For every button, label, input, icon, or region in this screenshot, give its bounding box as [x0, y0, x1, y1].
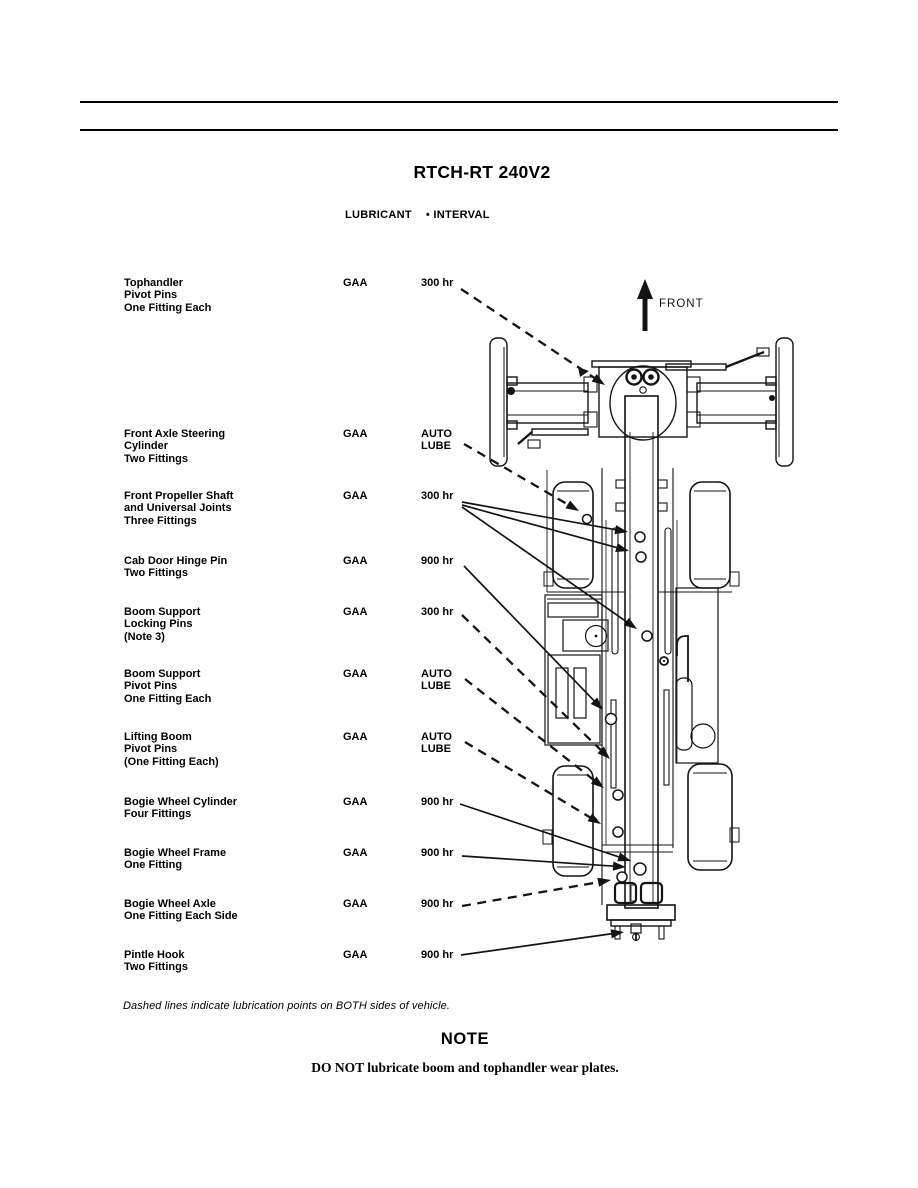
lubricant-value: GAA [343, 898, 368, 910]
interval-value: 900 hr [421, 796, 454, 808]
lubricant-value: GAA [343, 277, 368, 289]
tophandler-assembly [578, 361, 691, 440]
lubricant-value: GAA [343, 606, 368, 618]
front-direction-arrow [637, 279, 704, 331]
front-right-tire [769, 338, 793, 466]
interval-value: 900 hr [421, 898, 454, 910]
leader-lifting-boom-pivot-pins-arrowhead [587, 813, 601, 824]
lubricant-value: GAA [343, 731, 368, 743]
lubricant-value: GAA [343, 949, 368, 961]
lube-point-label: Boom Support Locking Pins (Note 3) [124, 606, 201, 643]
leader-pintle-hook [461, 933, 614, 955]
lube-point-label: Bogie Wheel Axle One Fitting Each Side [124, 898, 238, 923]
grease-fitting [606, 714, 617, 725]
leader-lines [460, 289, 637, 955]
interval-value: AUTO LUBE [421, 668, 452, 693]
lube-point-label: Front Propeller Shaft and Universal Joints Three Fittings [124, 490, 234, 527]
interval-value: 900 hr [421, 555, 454, 567]
lube-point-label: Lifting Boom Pivot Pins (One Fitting Each) [124, 731, 219, 768]
grease-fitting [583, 515, 592, 524]
lubricant-value: GAA [343, 490, 368, 502]
page-title: RTCH-RT 240V2 [413, 162, 551, 182]
lube-point-label: Tophandler Pivot Pins One Fitting Each [124, 277, 212, 314]
leader-pintle-hook-arrowhead [610, 929, 624, 938]
leader-propeller-shaft-1-arrowhead [614, 525, 628, 534]
leader-bogie-wheel-axle-arrowhead [597, 878, 611, 887]
grease-fitting [613, 827, 623, 837]
leader-bogie-wheel-cylinder [460, 804, 622, 858]
cab-body [545, 595, 608, 745]
lubricant-column-header: LUBRICANT [345, 209, 412, 221]
lube-point-label: Boom Support Pivot Pins One Fitting Each [124, 668, 212, 705]
lube-point-label: Front Axle Steering Cylinder Two Fittings [124, 428, 226, 465]
leader-front-axle-steering-arrowhead [565, 500, 579, 511]
front-label: FRONT [659, 298, 704, 310]
leader-bogie-wheel-cylinder-arrowhead [617, 853, 631, 862]
grease-fitting [617, 872, 627, 882]
lubricant-value: GAA [343, 668, 368, 680]
lubricant-value: GAA [343, 555, 368, 567]
grease-fitting [636, 552, 646, 562]
leader-boom-support-pivot-pins [465, 679, 596, 782]
leader-propeller-shaft-2-arrowhead [615, 543, 629, 552]
interval-column-header: • INTERVAL [425, 209, 490, 221]
note-heading: NOTE [440, 1030, 490, 1048]
leader-tophandler-pivot-pins [461, 289, 597, 379]
steering-cylinder [518, 348, 769, 448]
grease-fitting [613, 790, 623, 800]
grease-fitting [634, 863, 646, 875]
front-axle [507, 377, 776, 429]
lube-point-label: Bogie Wheel Cylinder Four Fittings [124, 796, 238, 821]
interval-value: 900 hr [421, 949, 454, 961]
leader-bogie-wheel-axle [462, 882, 601, 906]
lubricant-value: GAA [343, 847, 368, 859]
leader-front-axle-steering [464, 444, 570, 506]
leader-bogie-wheel-frame-arrowhead [613, 862, 626, 871]
front-left-tire [490, 338, 515, 466]
interval-value: 300 hr [421, 606, 454, 618]
interval-value: 300 hr [421, 490, 454, 502]
grease-fitting [642, 631, 652, 641]
interval-value: AUTO LUBE [421, 731, 452, 756]
interval-value: 900 hr [421, 847, 454, 859]
dashed-lines-footnote: Dashed lines indicate lubrication points on BOTH sides of vehicle. [123, 1000, 450, 1012]
lube-point-label: Cab Door Hinge Pin Two Fittings [124, 555, 228, 580]
leader-lifting-boom-pivot-pins [465, 742, 592, 819]
lube-point-label: Pintle Hook Two Fittings [124, 949, 188, 974]
lube-point-label: Bogie Wheel Frame One Fitting [124, 847, 227, 872]
grease-fitting [635, 532, 645, 542]
interval-value: AUTO LUBE [421, 428, 452, 453]
note-body: DO NOT lubricate boom and tophandler wear plates. [311, 1060, 619, 1075]
interval-value: 300 hr [421, 277, 454, 289]
lubricant-value: GAA [343, 428, 368, 440]
lubricant-value: GAA [343, 796, 368, 808]
